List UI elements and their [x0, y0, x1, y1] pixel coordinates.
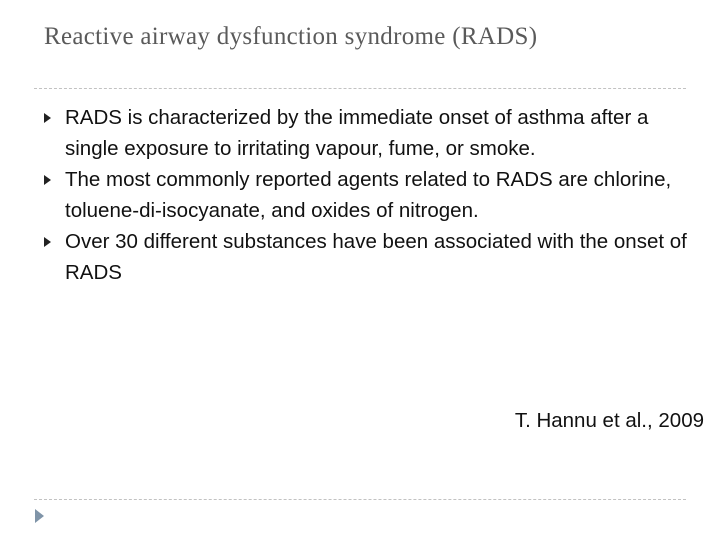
bullet-text: RADS is characterized by the immediate onset of asthma after a single exposure to irritating vapour, fume, or smoke. [65, 106, 649, 160]
triangle-bullet-icon [44, 237, 51, 247]
footer-divider [34, 499, 686, 500]
bullet-item [40, 164, 690, 226]
citation: T. Hannu et al., 2009 [514, 409, 704, 432]
next-slide-icon[interactable] [35, 509, 44, 523]
bullet-text: Over 30 different substances have been associated with the onset of RADS [65, 230, 687, 284]
title-divider [34, 88, 686, 89]
bullet-list [40, 102, 690, 288]
bullet-item [40, 226, 690, 288]
bullet-item [40, 102, 690, 164]
triangle-bullet-icon [44, 175, 51, 185]
triangle-bullet-icon [44, 113, 51, 123]
bullet-text: The most commonly reported agents related to RADS are chlorine, toluene-di-isocyanate, and oxides of nitrogen. [65, 168, 672, 222]
slide-title: Reactive airway dysfunction syndrome (RADS) [44, 23, 538, 50]
